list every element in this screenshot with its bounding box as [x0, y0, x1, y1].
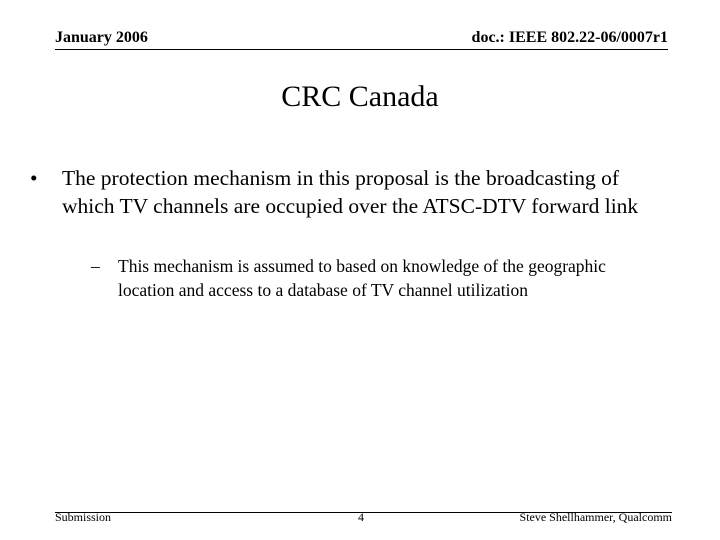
footer-page-number: 4: [358, 510, 364, 524]
bullet-item: [30, 164, 662, 220]
header-doc-id: doc.: IEEE 802.22-06/0007r1: [471, 29, 668, 46]
footer-submission: Submission: [55, 510, 112, 524]
sub-bullet-text: This mechanism is assumed to based on knowledge of the geographic location and access to a database of TV channel utilization: [118, 256, 606, 300]
bullet-marker: •: [30, 166, 38, 190]
header-divider: [55, 49, 668, 50]
footer-author: Steve Shellhammer, Qualcomm: [519, 510, 672, 524]
sub-bullet-marker: –: [91, 256, 100, 276]
slide-title: CRC Canada: [281, 80, 439, 113]
sub-bullet-item: [91, 254, 618, 302]
header-date: January 2006: [55, 29, 148, 46]
bullet-text: The protection mechanism in this proposal is the broadcasting of which TV channels are occupied over the ATSC-DTV forward link: [62, 166, 639, 218]
